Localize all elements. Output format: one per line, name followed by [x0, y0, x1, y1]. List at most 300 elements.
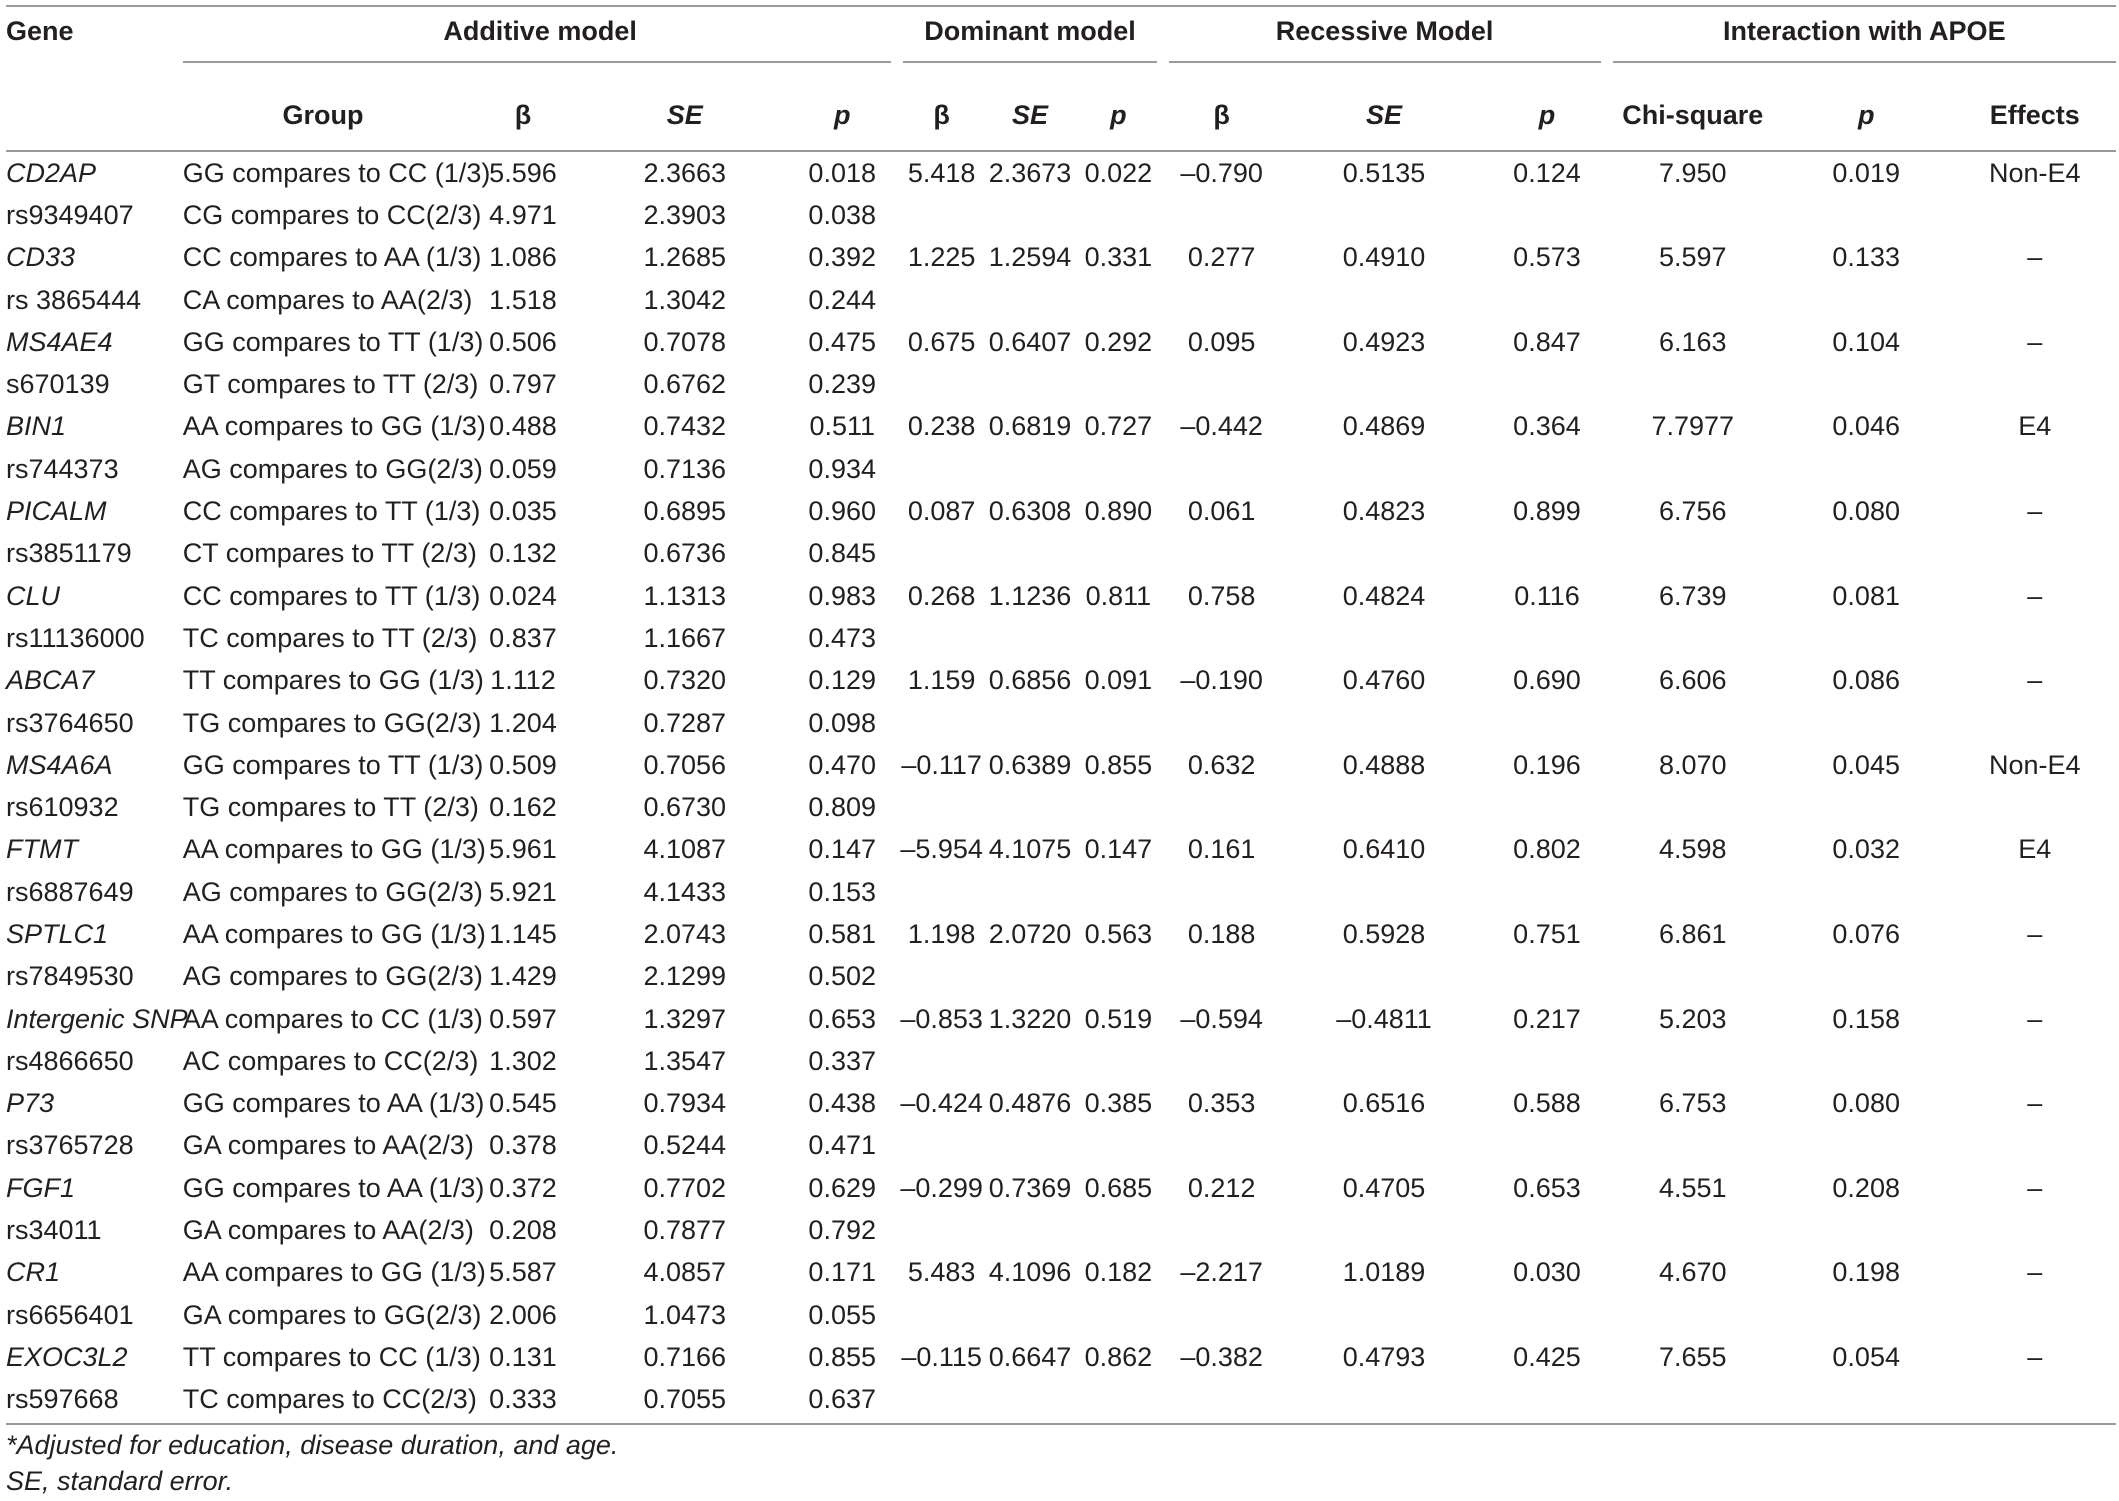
- empty-cell: [1487, 617, 1606, 659]
- empty-cell: [986, 1379, 1074, 1421]
- empty-cell: [1163, 1379, 1281, 1421]
- additive-se: 0.7287: [643, 707, 727, 738]
- additive-beta: 5.921: [489, 876, 557, 907]
- additive-se: 0.7432: [643, 411, 727, 442]
- additive-p: 0.629: [808, 1172, 876, 1203]
- gene-name: MS4A6A: [6, 749, 113, 780]
- empty-cell: [1953, 1125, 2116, 1167]
- additive-p: 0.511: [809, 411, 875, 442]
- table-row: [6, 1379, 2116, 1421]
- empty-cell: [897, 1040, 985, 1082]
- group-2-3: GA compares to GG(2/3): [182, 1299, 482, 1330]
- additive-p: 0.239: [808, 369, 876, 400]
- empty-cell: [1779, 702, 1954, 744]
- empty-cell: [1607, 1379, 1779, 1421]
- interaction-p: 0.076: [1832, 918, 1900, 949]
- additive-p: 0.581: [808, 918, 876, 949]
- empty-cell: [1487, 786, 1606, 828]
- effects: –: [2027, 1088, 2043, 1119]
- dominant-beta: 1.159: [907, 665, 976, 696]
- empty-cell: [1779, 279, 1954, 321]
- empty-cell: [1487, 533, 1606, 575]
- table-row: [6, 1083, 2116, 1125]
- additive-se: 0.6736: [643, 538, 727, 569]
- effects: –: [2027, 1003, 2043, 1034]
- additive-beta: 0.837: [489, 622, 557, 653]
- dominant-p: 0.811: [1085, 580, 1152, 611]
- group-2-3: TC compares to CC(2/3): [182, 1384, 477, 1415]
- dominant-p: 0.022: [1084, 157, 1153, 188]
- empty-cell: [986, 871, 1074, 913]
- additive-model-header: Additive model: [183, 6, 898, 80]
- empty-cell: [1607, 194, 1779, 236]
- empty-cell: [1487, 956, 1606, 998]
- chi-square: 6.163: [1658, 326, 1727, 357]
- additive-se: 1.1313: [643, 580, 727, 611]
- recessive-beta: 0.212: [1187, 1172, 1256, 1203]
- dominant-se: 0.7369: [988, 1172, 1072, 1203]
- empty-cell: [986, 1125, 1074, 1167]
- empty-cell: [986, 448, 1074, 490]
- empty-cell: [1607, 448, 1779, 490]
- additive-beta: 0.372: [489, 1172, 557, 1203]
- additive-p: 0.153: [808, 876, 876, 907]
- additive-se: 2.3903: [643, 199, 727, 230]
- empty-cell: [1074, 871, 1162, 913]
- chi-square: 4.598: [1658, 834, 1727, 865]
- empty-cell: [986, 363, 1074, 405]
- table-row: [6, 998, 2116, 1040]
- table-row: [6, 194, 2116, 236]
- group-2-3: CG compares to CC(2/3): [182, 199, 482, 230]
- interaction-p: 0.045: [1832, 749, 1900, 780]
- additive-beta: 0.208: [489, 1215, 557, 1246]
- table-row: [6, 279, 2116, 321]
- empty-cell: [897, 448, 985, 490]
- chi-square: 6.753: [1658, 1088, 1727, 1119]
- chi-square: 7.7977: [1651, 411, 1735, 442]
- table-row: [6, 1209, 2116, 1251]
- additive-se: 0.7136: [643, 453, 727, 484]
- empty-cell: [1281, 702, 1488, 744]
- empty-cell: [1953, 363, 2116, 405]
- table-body: [6, 151, 2116, 1421]
- additive-beta: 0.132: [489, 538, 557, 569]
- dominant-p: 0.890: [1084, 496, 1153, 527]
- empty-cell: [897, 702, 985, 744]
- chi-square: 5.203: [1658, 1003, 1727, 1034]
- table-row: [6, 237, 2116, 279]
- empty-cell: [897, 786, 985, 828]
- empty-cell: [897, 1209, 985, 1251]
- empty-cell: [1779, 1125, 1954, 1167]
- additive-beta: 0.162: [489, 792, 557, 823]
- additive-beta: 0.488: [489, 411, 557, 442]
- additive-p: 0.055: [808, 1299, 876, 1330]
- table-row: [6, 406, 2116, 448]
- group-2-3: AC compares to CC(2/3): [182, 1045, 479, 1076]
- dominant-se: 0.6389: [988, 749, 1072, 780]
- additive-p: 0.244: [808, 284, 876, 315]
- empty-cell: [1074, 533, 1162, 575]
- empty-cell: [1779, 448, 1954, 490]
- table-row: [6, 702, 2116, 744]
- recessive-se: –0.4811: [1336, 1003, 1432, 1034]
- group-1-3: GG compares to CC (1/3): [182, 157, 491, 188]
- chi-square-header: Chi-square: [1607, 80, 1779, 151]
- additive-p: 0.147: [808, 834, 876, 865]
- table-row: [6, 1336, 2116, 1378]
- recessive-p: 0.588: [1513, 1088, 1581, 1119]
- empty-cell: [897, 617, 985, 659]
- empty-cell: [1487, 702, 1606, 744]
- empty-cell: [1163, 533, 1281, 575]
- empty-cell: [1607, 279, 1779, 321]
- empty-cell: [986, 1294, 1074, 1336]
- empty-cell: [1074, 1209, 1162, 1251]
- empty-cell: [986, 533, 1074, 575]
- additive-se: 0.6895: [643, 496, 727, 527]
- empty-cell: [1074, 956, 1162, 998]
- empty-cell: [1074, 1040, 1162, 1082]
- group-2-3: AG compares to GG(2/3): [182, 453, 483, 484]
- table-row: [6, 575, 2116, 617]
- effects: –: [2027, 1341, 2043, 1372]
- empty-cell: [1953, 702, 2116, 744]
- effects: Non-E4: [1988, 157, 2081, 188]
- dominant-beta: 0.675: [907, 326, 976, 357]
- empty-cell: [1074, 279, 1162, 321]
- snp-id: rs4866650: [6, 1045, 134, 1076]
- empty-cell: [1163, 956, 1281, 998]
- empty-cell: [1779, 617, 1954, 659]
- dominant-se-header: SE: [986, 80, 1074, 151]
- additive-beta: 0.024: [489, 580, 557, 611]
- empty-cell: [1487, 1379, 1606, 1421]
- results-table: [6, 6, 2116, 1421]
- gene-header: Gene: [6, 16, 74, 46]
- additive-beta-header: β: [463, 80, 582, 151]
- table-row: [6, 1040, 2116, 1082]
- gene-name: Intergenic SNP: [6, 1003, 188, 1034]
- additive-se-header: SE: [583, 80, 787, 151]
- dominant-p: 0.182: [1084, 1257, 1153, 1288]
- additive-beta: 5.596: [489, 157, 557, 188]
- empty-cell: [1074, 1379, 1162, 1421]
- dominant-p: 0.519: [1084, 1003, 1153, 1034]
- additive-se: 0.7056: [643, 749, 727, 780]
- empty-cell: [1953, 1379, 2116, 1421]
- recessive-beta: –0.594: [1180, 1003, 1263, 1034]
- dominant-beta: 0.268: [907, 580, 976, 611]
- additive-se: 0.7078: [643, 326, 727, 357]
- dominant-se: 4.1096: [988, 1257, 1072, 1288]
- empty-cell: [897, 279, 985, 321]
- table-row: [6, 448, 2116, 490]
- snp-id: rs34011: [6, 1215, 102, 1246]
- additive-beta: 4.971: [489, 199, 557, 230]
- recessive-beta: 0.758: [1187, 580, 1256, 611]
- group-2-3: CT compares to TT (2/3): [182, 538, 477, 569]
- dominant-beta: –0.117: [901, 749, 982, 780]
- additive-p: 0.855: [808, 1341, 876, 1372]
- group-2-3: GA compares to AA(2/3): [182, 1215, 474, 1246]
- empty-cell: [897, 871, 985, 913]
- effects-header: Effects: [1953, 80, 2116, 151]
- empty-cell: [1074, 1125, 1162, 1167]
- empty-cell: [1607, 1294, 1779, 1336]
- empty-cell: [986, 1209, 1074, 1251]
- recessive-beta-header: β: [1163, 80, 1281, 151]
- dominant-se: 0.6308: [988, 496, 1072, 527]
- additive-beta: 2.006: [489, 1299, 557, 1330]
- effects: –: [2027, 918, 2043, 949]
- empty-cell: [1487, 194, 1606, 236]
- additive-p: 0.171: [808, 1257, 876, 1288]
- additive-se: 1.3042: [643, 284, 727, 315]
- empty-cell: [1779, 194, 1954, 236]
- additive-beta: 0.509: [489, 749, 557, 780]
- table-row: [6, 744, 2116, 786]
- dominant-se: 2.3673: [988, 157, 1072, 188]
- dominant-beta-header: β: [897, 80, 985, 151]
- empty-cell: [986, 786, 1074, 828]
- recessive-model-header: Recessive Model: [1163, 6, 1607, 80]
- interaction-p: 0.080: [1832, 1088, 1900, 1119]
- dominant-se: 0.6856: [988, 665, 1072, 696]
- effects: –: [2027, 1257, 2043, 1288]
- additive-p: 0.038: [808, 199, 876, 230]
- dominant-se: 1.1236: [988, 580, 1072, 611]
- empty-cell: [1163, 1040, 1281, 1082]
- additive-se: 1.0473: [643, 1299, 727, 1330]
- empty-cell: [897, 1294, 985, 1336]
- recessive-se: 0.5135: [1342, 157, 1426, 188]
- group-2-3: AG compares to GG(2/3): [182, 961, 483, 992]
- interaction-p: 0.133: [1832, 242, 1900, 273]
- recessive-p: 0.573: [1513, 242, 1581, 273]
- additive-se: 2.1299: [643, 961, 727, 992]
- empty-cell: [897, 363, 985, 405]
- empty-cell: [1281, 1040, 1488, 1082]
- additive-beta: 1.145: [489, 918, 557, 949]
- recessive-p: 0.802: [1513, 834, 1581, 865]
- group-1-3: CC compares to TT (1/3): [182, 580, 481, 611]
- empty-cell: [1281, 617, 1488, 659]
- additive-p: 0.809: [808, 792, 876, 823]
- effects: Non-E4: [1988, 749, 2081, 780]
- effects: –: [2027, 242, 2043, 273]
- empty-cell: [897, 956, 985, 998]
- group-1-3: GG compares to AA (1/3): [182, 1088, 485, 1119]
- gene-name: FGF1: [6, 1172, 76, 1203]
- effects: –: [2027, 496, 2043, 527]
- empty-cell: [1487, 1209, 1606, 1251]
- empty-cell: [1281, 956, 1488, 998]
- empty-cell: [986, 702, 1074, 744]
- empty-cell: [1953, 1040, 2116, 1082]
- empty-cell: [1281, 448, 1488, 490]
- interaction-header: Interaction with APOE: [1607, 6, 2116, 80]
- dominant-se: 1.2594: [988, 242, 1072, 273]
- additive-p: 0.470: [808, 749, 876, 780]
- empty-cell: [1953, 956, 2116, 998]
- empty-cell: [1281, 1125, 1488, 1167]
- dominant-beta: –0.424: [900, 1088, 983, 1119]
- group-1-3: AA compares to GG (1/3): [182, 411, 486, 442]
- empty-cell: [1163, 1209, 1281, 1251]
- recessive-se: 0.4705: [1342, 1172, 1426, 1203]
- empty-cell: [1074, 702, 1162, 744]
- interaction-p-header: p: [1779, 80, 1954, 151]
- additive-p: 0.475: [808, 326, 876, 357]
- gene-name: CLU: [6, 580, 61, 611]
- bottom-rule: [6, 1423, 2116, 1425]
- recessive-se: 0.4910: [1342, 242, 1426, 273]
- dominant-p: 0.727: [1084, 411, 1153, 442]
- recessive-se: 0.4793: [1342, 1341, 1426, 1372]
- chi-square: 6.861: [1658, 918, 1727, 949]
- snp-id: rs6656401: [6, 1299, 134, 1330]
- additive-beta: 5.587: [489, 1257, 557, 1288]
- group-1-3: AA compares to GG (1/3): [182, 1257, 486, 1288]
- effects: –: [2027, 665, 2043, 696]
- additive-beta: 1.204: [489, 707, 557, 738]
- additive-p-header: p: [787, 80, 898, 151]
- dominant-p: 0.331: [1084, 242, 1153, 273]
- snp-id: rs9349407: [6, 199, 134, 230]
- dominant-beta: –0.853: [900, 1003, 983, 1034]
- table-row: [6, 321, 2116, 363]
- additive-beta: 0.035: [489, 496, 557, 527]
- interaction-p: 0.198: [1832, 1257, 1900, 1288]
- additive-beta: 0.378: [489, 1130, 557, 1161]
- additive-se: 1.2685: [643, 242, 727, 273]
- dominant-se: 0.4876: [988, 1088, 1072, 1119]
- empty-cell: [1487, 448, 1606, 490]
- table-row: [6, 913, 2116, 955]
- additive-beta: 1.086: [489, 242, 557, 273]
- group-2-3: TG compares to GG(2/3): [182, 707, 482, 738]
- group-1-3: CC compares to AA (1/3): [182, 242, 482, 273]
- empty-cell: [1953, 194, 2116, 236]
- table-row: [6, 151, 2116, 194]
- additive-se: 0.7934: [643, 1088, 727, 1119]
- dominant-p: 0.147: [1084, 834, 1153, 865]
- recessive-se: 0.4760: [1342, 665, 1426, 696]
- additive-se: 0.6762: [643, 369, 727, 400]
- dominant-beta: 5.483: [907, 1257, 976, 1288]
- empty-cell: [1163, 448, 1281, 490]
- interaction-p: 0.046: [1832, 411, 1900, 442]
- recessive-se: 0.4869: [1342, 411, 1426, 442]
- empty-cell: [1487, 1125, 1606, 1167]
- chi-square: 7.950: [1658, 157, 1727, 188]
- dominant-beta: 5.418: [907, 157, 976, 188]
- interaction-p: 0.054: [1832, 1341, 1900, 1372]
- empty-cell: [1607, 1040, 1779, 1082]
- recessive-p: 0.653: [1513, 1172, 1581, 1203]
- recessive-p: 0.425: [1513, 1341, 1581, 1372]
- empty-cell: [1487, 279, 1606, 321]
- additive-p: 0.129: [808, 665, 876, 696]
- table-row: [6, 1252, 2116, 1294]
- additive-se: 1.3547: [643, 1045, 727, 1076]
- additive-se: 0.7166: [643, 1341, 727, 1372]
- empty-cell: [1074, 1294, 1162, 1336]
- empty-cell: [1607, 956, 1779, 998]
- effects: –: [2027, 580, 2043, 611]
- gene-name: MS4AE4: [6, 326, 113, 357]
- chi-square: 5.597: [1658, 242, 1727, 273]
- additive-p: 0.018: [808, 157, 876, 188]
- empty-cell: [986, 956, 1074, 998]
- dominant-beta: –5.954: [900, 834, 983, 865]
- recessive-se: 1.0189: [1342, 1257, 1426, 1288]
- additive-beta: 0.545: [489, 1088, 557, 1119]
- table-row: [6, 1167, 2116, 1209]
- additive-beta: 1.429: [489, 961, 557, 992]
- snp-id: rs3851179: [6, 538, 132, 569]
- empty-cell: [1074, 363, 1162, 405]
- snp-id: rs3764650: [6, 707, 134, 738]
- empty-cell: [1953, 1209, 2116, 1251]
- recessive-se: 0.6516: [1342, 1088, 1426, 1119]
- dominant-beta: 1.225: [907, 242, 976, 273]
- empty-cell: [1779, 1294, 1954, 1336]
- additive-beta: 0.797: [489, 369, 557, 400]
- dominant-beta: 0.238: [907, 411, 976, 442]
- snp-id: rs744373: [6, 453, 119, 484]
- empty-cell: [1074, 617, 1162, 659]
- empty-cell: [1607, 786, 1779, 828]
- gene-name: SPTLC1: [6, 918, 109, 949]
- snp-id: rs 3865444: [6, 284, 142, 315]
- dominant-se: 0.6407: [988, 326, 1072, 357]
- empty-cell: [1163, 1294, 1281, 1336]
- empty-cell: [1779, 363, 1954, 405]
- empty-cell: [1487, 1294, 1606, 1336]
- chi-square: 6.606: [1658, 665, 1727, 696]
- additive-se: 0.7055: [643, 1384, 727, 1415]
- empty-cell: [1953, 1294, 2116, 1336]
- empty-cell: [1074, 786, 1162, 828]
- dominant-beta: –0.299: [900, 1172, 983, 1203]
- empty-cell: [1163, 279, 1281, 321]
- dominant-beta: 1.198: [907, 918, 976, 949]
- group-2-3: AG compares to GG(2/3): [182, 876, 483, 907]
- additive-se: 2.3663: [643, 157, 727, 188]
- dominant-se: 0.6819: [988, 411, 1072, 442]
- empty-cell: [1953, 448, 2116, 490]
- group-1-3: AA compares to CC (1/3): [182, 1003, 483, 1034]
- group-1-3: AA compares to GG (1/3): [182, 918, 486, 949]
- empty-cell: [1953, 871, 2116, 913]
- additive-p: 0.392: [808, 242, 876, 273]
- chi-square: 6.756: [1658, 496, 1727, 527]
- additive-se: 0.7320: [643, 665, 727, 696]
- dominant-model-header: Dominant model: [897, 6, 1162, 80]
- group-2-3: TG compares to TT (2/3): [182, 792, 479, 823]
- snp-id: rs11136000: [6, 622, 145, 653]
- recessive-se: 0.4823: [1342, 496, 1426, 527]
- empty-cell: [986, 617, 1074, 659]
- dominant-p: 0.292: [1084, 326, 1153, 357]
- recessive-se: 0.4824: [1342, 580, 1426, 611]
- group-1-3: GG compares to TT (1/3): [182, 749, 484, 780]
- gene-name: CD2AP: [6, 157, 97, 188]
- empty-cell: [1779, 956, 1954, 998]
